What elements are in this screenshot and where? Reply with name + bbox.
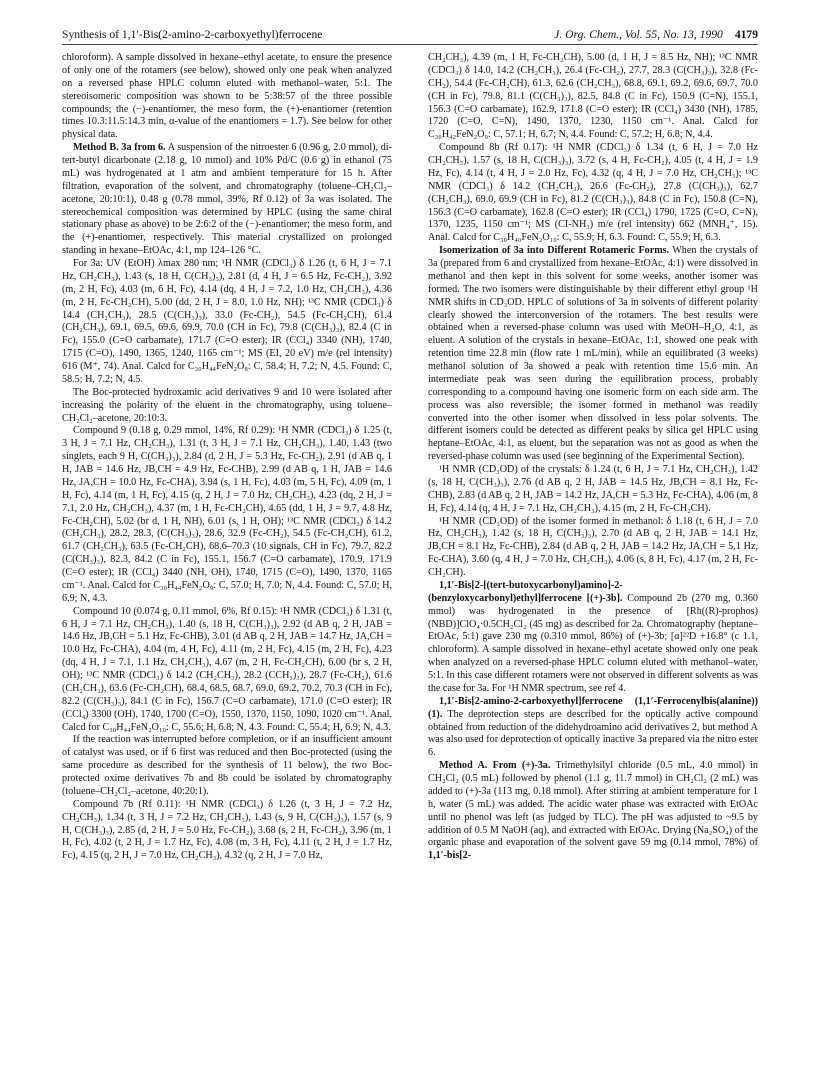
paragraph bbox=[428, 760, 758, 863]
paragraph: Compound 7b (Rf 0.11): ¹H NMR (CDCl₃) δ 1.26 (t, 3 H, J = 7.2 Hz, CH₂CH₃), 1.34 (t, 3 H, J = 7.2 Hz, CH₂CH₃), 1.43 (s, 9 H, C(CH₃)₃), 1.57 (s, 9 H, C(CH₃)₃), 2.85 (d, 2 H, J = 5.0 Hz, Fc-CH₂), 3.68 (s, 2 H, Fc-CH₂), 3.96 (m, 1 H, Fc), 4.02 (t, 2 H, J = 1.7 Hz, Fc), 4.08 (m, 3 H, Fc), 4.11 (t, 2 H, J = 1.7 Hz, Fc), 4.15 (q, 2 H, J = 7.0 Hz, CH₂CH₃), 4.32 (q, 2 H, J = 7.0 Hz, bbox=[62, 798, 392, 862]
paragraph: Compound 8b (Rf 0.17): ¹H NMR (CDCl₃) δ 1.34 (t, 6 H, J = 7.0 Hz CH₂CH₃), 1.57 (s, 18 H, C(CH₃)₃), 3.72 (s, 4 H, Fc-CH₂), 4.05 (t, 4 H, J = 1.9 Hz, Fc), 4.14 (t, 4 H, J = 2.0 Hz, Fc), 4.32 (q, 4 H, J = 7.0 Hz, CH₂CH₃); ¹³C NMR (CDCl₃) δ 14.2 (CH₂CH₃), 26.6 (Fc-CH₂), 27.8 (C(CH₃)₃), 62.7 (CH₂CH₃), 69.0, 69.9 (CH in Fc), 81.2 (C(CH₃)₃), 84.8 (C in Fc), 150.8 (C=N), 156.3 (C=O carbamate), 162.8 (C=O ester); IR (CCl₄) 1790, 1725 (C=O, C=N), 1370, 1235, 1150 cm⁻¹; MS (CI-NH₃) m/e (rel intensity) 662 (MNH₄⁺, 15). Anal. Calcd for C₃₀H₄₀FeN₂O₁₀: C, 55.9; H, 6.3. Found: C, 55.9; H, 6.3. bbox=[428, 142, 758, 244]
paragraph: The Boc-protected hydroxamic acid derivatives 9 and 10 were isolated after increasing the polarity of the eluent in the chromatography, using toluene–CH₂Cl₂–acetone, 20:10:3. bbox=[62, 386, 392, 424]
method-b-heading: Method B. 3a from 6. bbox=[73, 142, 166, 154]
compound-1-heading: 1,1′-Bis[2-amino-2-carboxyethyl]ferrocene (1,1′-Ferrocenylbis(alanine)) (1). bbox=[428, 695, 758, 720]
paragraph: CH₂CH₃), 4.39 (m, 1 H, Fc-CH₂CH), 5.00 (d, 1 H, J = 8.5 Hz, NH); ¹³C NMR (CDCl₃) δ 14.0, 14.2 (CH₂CH₃), 26.4 (Fc-CH₂), 27.7, 28.3 (C(CH₃)₃), 32.8 (Fc-CH₂), 54.4 (Fc-CH₂CH), 61.3, 62.6 (CH₂CH₃), 68.8, 69.1, 69.2, 69.6, 69.7, 70.0 (CH in Fc), 79.8, 81.1 (C(CH₃)₃), 82.5, 84.8 (C in Fc), 150.9 (C=N), 155.1, 156.3 (C=O carbamate), 162.9, 171.8 (C=O ester); IR (CCl₄) 3430 (NH), 1785, 1720 (C=O, C=N), 1490, 1370, 1230, 1150 cm⁻¹. Anal. Calcd for C₃₀H₄₂FeN₂O₉: C, 57.1; H, 6.7; N, 4.4. Found: C, 57.2; H, 6.8; N, 4.4. bbox=[428, 52, 758, 141]
paragraph bbox=[428, 580, 758, 696]
paragraph: Compound 9 (0.18 g, 0.29 mmol, 14%, Rf 0.29): ¹H NMR (CDCl₃) δ 1.25 (t, 3 H, J = 7.1 Hz, CH₂CH₃), 1.31 (t, 3 H, J = 7.1 Hz, CH₂CH₃), 1.40, 1.43 (two singlets, each 9 H, C(CH₃)₃), 2.84 (d, 2 H, J = 5.3 Hz, Fc-CH₂), 2.91 (d AB q, 1 H, JAB = 14.6 Hz, JB,CH = 4.9 Hz, Fc-CHB), 2.99 (d AB q, 1 H, JAB = 14.6 Hz, JA,CH = 10.0 Hz, Fc-CHA), 3.94 (s, 1 H, Fc), 4.03 (m, 5 H, Fc), 4.09 (m, 1 H, Fc), 4.14 (m, 1 H, Fc), 4.15 (q, 2 H, J = 7.0 Hz, CH₂CH₃), 4.23 (dq, 2 H, J = 7.1, 2.0 Hz, CH₂CH₃), 4.37 (m, 1 H, Fc-CH₂CH), 4.65 (dd, 1 H, J = 9.7, 4.8 Hz, Fc-CH₂CH), 5.02 (br d, 1 H, NH), 6.01 (s, 1 H, OH); ¹³C NMR (CDCl₃) δ 14.2 (CH₂CH₃), 28.2, 28.3, (C(CH₃)₃), 28.6, 32.9 (Fc-CH₂), 54.5 (Fc-CH₂CH), 61.2, 61.7 (CH₂CH₃), 63.5 (Fc-CH₂CH), 68.6–70.3 (10 signals, CH in Fc), 79.7, 82.2 (C(CH₃)₃), 82.3, 84.2 (C in Fc), 155.1, 156.7 (C=O carbamate), 170.9, 171.9 (C=O ester); IR (CCl₄) 3440 (NH, OH), 1740, 1715 (C=O), 1490, 1370, 1165 cm⁻¹. Anal. Calcd for C₃₀H₄₄FeN₂O₉: C, 57.0; H, 7.0; N, 4.4. Found: C, 57.0; H, 6.9; N, 4.3. bbox=[62, 425, 392, 604]
paragraph-text: A suspension of the nitroester 6 (0.96 g, 2.0 mmol), di-tert-butyl dicarbonate (2.18 g, 10 mmol) and 10% Pd/C (0.6 g) in ethanol (75 mL) was hydrogenated at 1 atm and ambient temperature for 15 h. After filtration, evaporation of the solvent, and chromatography (toluene–CH₂Cl₂–acetone, 20:10:1), 0.48 g (0.78 mmol, 39%, Rf 0.12) of 3a was isolated. The stereochemical composition was determined by HPLC (using the same chiral stationary phase as above) to be 2:6:2 of the (−)-enantiomer; the meso form, and the (+)-enantiomer, respectively. This material crystallized on prolonged standing in hexane–EtOAc, 4:1, mp 124–126 °C. bbox=[62, 142, 392, 257]
header-rule bbox=[62, 44, 758, 45]
paragraph-text: The deprotection steps are described for the optically active compound obtained from reduction of the didehydroamino acid derivatives 2, but method A was also used for deprotection of optically inactive 3a prepared via the nitro ester 6. bbox=[428, 708, 758, 759]
paragraph: chloroform). A sample dissolved in hexane–ethyl acetate, to ensure the presence of only one of the rotamers (see below), showed only one peak when analyzed on a reversed phase HPLC column eluted with methanol–water, 5:1. The stereoisomeric composition was shown to be 5:38:57 of the three possible compounds; the (−)-enantiomer, the meso form, the (+)-enantiomer (retention times 10.3:11.5:14.3 min, α-value of the enantiomers = 1.7). See below for other physical data. bbox=[62, 52, 392, 141]
paragraph-tail: 1,1′-bis[2- bbox=[428, 850, 472, 862]
method-a-heading: Method A. From (+)-3a. bbox=[439, 760, 551, 772]
paragraph-text: Compound 2b (270 mg, 0.360 mmol) was hydrogenated in the presence of [Rh((R)-prophos)(NBD)]ClO₄·0.5CH₂Cl₂ (45 mg) as described for 2a. Chromatography (heptane–EtOAc, 5:1) gave 230 mg (0.310 mmol, 86%) of (+)-3b; [α]²²D +16.8° (c 1.1, chloroform). A sample dissolved in hexane–ethyl acetate showed only one peak when analyzed on a reversed-phase HPLC column eluted with methanol–water, 5:1. In this case different rotamers were not observed in different solvents as was the case for 3a. For ¹H NMR spectrum, see ref 4. bbox=[428, 592, 758, 694]
isomerization-heading: Isomerization of 3a into Different Rotameric Forms. bbox=[439, 245, 670, 257]
running-header bbox=[62, 27, 758, 43]
paragraph: Compound 10 (0.074 g, 0.11 mmol, 6%, Rf 0.15): ¹H NMR (CDCl₃) δ 1.31 (t, 6 H, J = 7.1 Hz, CH₂CH₃), 1.40 (s, 18 H, C(CH₃)₃), 2.92 (d AB q, 2 H, JAB = 14.6 Hz, JB,CH = 5.1 Hz, Fc-CHB), 3.01 (d AB q, 2 H, JAB = 14.7 Hz, JA,CH = 10.0 Hz, Fc-CHA), 4.04 (m, 4 H, Fc), 4.11 (m, 2 H, Fc), 4.15 (m, 2 H, Fc), 4.23 (dq, 4 H, J = 7.1, 1.1 Hz, CH₂CH₃), 4.67 (m, 2 H, Fc-CH₂CH), 6.00 (br s, 2 H, OH); ¹³C NMR (CDCl₃) δ 14.2 (CH₂CH₃), 28.2 (CCH₃)₃), 28.7 (Fc-CH₂), 61.6 (CH₂CH₃), 63.6 (Fc-CH₂CH), 68.4, 68.5, 68.7, 69.0, 69.2, 70.2, 70.3 (CH in Fc), 82.2 (C(CH₃)₃), 84.1 (C in Fc), 156.7 (C=O carbamate), 171.0 (C=O ester); IR (CCl₄) 3300 (OH), 1740, 1700 (C=O), 1550, 1370, 1150, 1090, 1020 cm⁻¹. Anal. Calcd for C₃₀H₄₄FeN₂O₁₀: C, 55.6; H, 6.8; N, 4.3. Found: C, 55.4; H, 6.9; N, 4.3. bbox=[62, 605, 392, 733]
paragraph bbox=[428, 696, 758, 760]
page-number: 4179 bbox=[734, 28, 758, 41]
paragraph bbox=[62, 142, 392, 258]
left-column bbox=[62, 52, 392, 1057]
paragraph-text: Trimethylsilyl chloride (0.5 mL, 4.0 mmol) in CH₂Cl₂ (0.5 mL) followed by phenol (1.1 g, 11.7 mmol) in CH₂Cl₂ (2 mL) was added to (+)-3a (113 mg, 0.18 mmol). After stirring at ambient temperature for 1 h, water (5 mL) was added. The acidic water phase was extracted with EtOAc until no phenol was left (as judged by TLC). The pH was adjusted to ~9.5 by addition of 0.5 M NaOH (aq), and extracted with EtOAc. Drying (Na₂SO₄) of the organic phase and evaporation of the solvent gave 59 mg (0.14 mmol, 78%) of bbox=[428, 760, 758, 849]
paragraph: ¹H NMR (CD₃OD) of the crystals: δ 1.24 (t, 6 H, J = 7.1 Hz, CH₂CH₃), 1.42 (s, 18 H, C(CH₃)₃), 2.76 (d AB q, 2 H, JAB = 14.5 Hz, JB,CH = 8.1 Hz, Fc-CHB), 2.83 (d AB q, 2 H, JAB = 14.2 Hz, JA,CH = 5.3 Hz, Fc-CHA), 4.06 (m, 8 H, Fc), 4.14 (q, 4 H, J = 7.1 Hz, CH₂CH₃), 4.15 (m, 2 H, Fc-CH₂CH). bbox=[428, 464, 758, 514]
journal-name: J. Org. Chem., Vol. 55, No. 13, 1990 bbox=[554, 28, 723, 41]
compound-3b-heading: 1,1′-Bis[2-[(tert-butoxycarbonyl)amino]-2-(benzyloxycarbonyl)ethyl]ferrocene [(+)-3b]. bbox=[428, 579, 623, 604]
journal-citation bbox=[554, 27, 758, 43]
paragraph: If the reaction was interrupted before completion, or if an insufficient amount of catalyst was used, or if 6 first was reduced and then Boc-protected (using the same procedure as described for the synthesis of 11 below), the two Boc-protected oxime derivatives 7b and 8b could be isolated by chromatography (toluene–CH₂Cl₂–acetone, 40:20:1). bbox=[62, 734, 392, 797]
paragraph bbox=[428, 245, 758, 464]
running-title: Synthesis of 1,1′-Bis(2-amino-2-carboxyethyl)ferrocene bbox=[62, 28, 323, 41]
paragraph: For 3a: UV (EtOH) λmax 280 nm; ¹H NMR (CDCl₃) δ 1.26 (t, 6 H, J = 7.1 Hz, CH₂CH₃), 1.43 (s, 18 H, C(CH₃)₃), 2.81 (d, 4 H, J = 6.5 Hz, Fc-CH₂), 3.92 (m, 2 H, Fc), 4.03 (m, 6 H, Fc), 4.14 (dq, 4 H, J = 7.2, 1.0 Hz, CH₂CH₃), 4.36 (m, 2 H, Fc-CH₂CH), 5.00 (dd, 2 H, J = 8.0, 1.0 Hz, NH); ¹³C NMR (CDCl₃) δ 14.4 (CH₂CH₃), 28.5 (C(CH₃)₃), 33.0 (Fc-CH₂), 54.5 (Fc-CH₂CH), 61.4 (CH₂CH₃), 69.1, 69.5, 69.6, 69.9, 70.0 (CH in Fc), 79.8 (C(CH₃)₃), 82.4 (C in Fc), 155.0 (C=O carbamate), 171.7 (C=O ester); IR (CCl₄) 3340 (NH), 1740, 1715 (C=O), 1490, 1365, 1240, 1165 cm⁻¹; MS (EI, 20 eV) m/e (rel intensity) 616 (M⁺, 74). Anal. Calcd for C₃₀H₄₄FeN₂O₈: C, 58.4; H, 7.2; N, 4.5. Found: C, 58.5; H, 7.2; N, 4.5. bbox=[62, 258, 392, 385]
right-column bbox=[428, 52, 758, 1057]
paragraph: ¹H NMR (CD₃OD) of the isomer formed in methanol: δ 1.18 (t, 6 H, J = 7.0 Hz, CH₂CH₃), 1.42 (s, 18 H, C(CH₃)₃), 2.70 (d AB q, 2 H, JAB = 14.1 Hz, JB,CH = 8.1 Hz, Fc-CHB), 2.84 (d AB q, 2 H, JAB = 14.2 Hz, JA,CH = 5.1 Hz, Fc-CHA), 3.60 (q, 4 H, J = 7.0 Hz, CH₂CH₃), 4.06 (s, 8 H, Fc), 4.17 (m, 2 H, Fc-CH₂CH). bbox=[428, 515, 758, 578]
paragraph-text: When the crystals of 3a (prepared from 6 and crystallized from hexane–EtOAc, 4:1) were dissolved in methanol and then kept in this solvent for some weeks, another isomer was formed. The two isomers were distinguishable by their different ethyl group ¹H NMR shifts in CD₃OD. HPLC of solutions of 3a in solvents of different polarity clearly showed the interconversion of the rotamers. The best results were obtained when a reversed-phase column was used with MeOH–H₂O, 4:1, as eluent. A solution of the crystals in hexane–EtOAc, 1:1, showed one peak with retention time 22.8 min (flow rate 1 mL/min), while an equilibrated (3 weeks) methanol solution of 3a showed a peak with retention time 15.6 min. An intermediate peak was seen during the equilibration process, probably corresponding to a compound having one isomeric form on each side arm. The process was also reversible; the isomer formed in methanol was readily converted into the other isomer when dissolved in less polar solvents. The different isomers could be detected as different peaks by silica gel HPLC using heptane–EtOAc, 4:1, as eluent, but the separation was not as good as when the reversed-phase column was used (see beginning of the Experimental Section). bbox=[428, 245, 758, 463]
